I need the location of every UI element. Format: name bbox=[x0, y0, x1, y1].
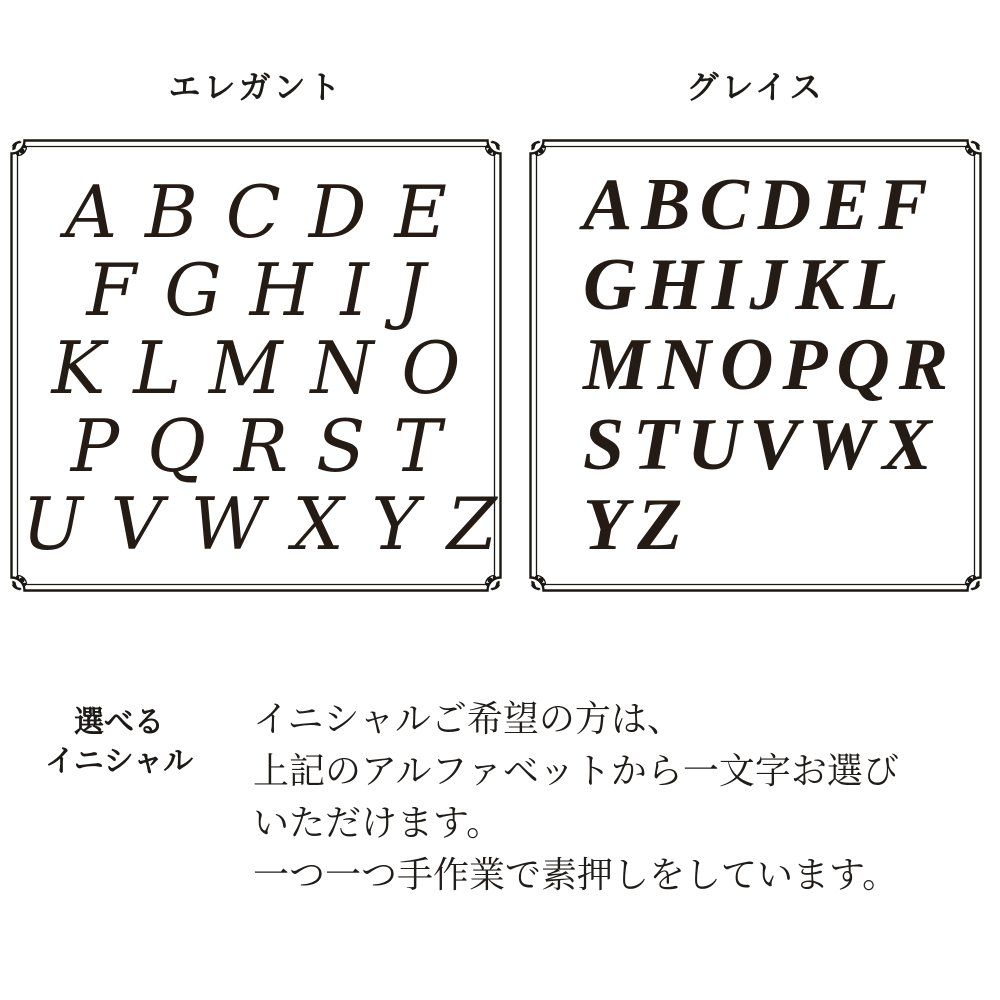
elegant-alphabet-panel bbox=[10, 139, 502, 592]
grace-alphabet bbox=[541, 165, 970, 565]
caption-body bbox=[253, 693, 899, 901]
caption-label-line-1: 選べる bbox=[74, 706, 164, 739]
alphabet-row-2: GHIJKL bbox=[583, 244, 908, 326]
alphabet-row-1: A B C D E bbox=[65, 170, 447, 254]
alphabet-row-4: STUVWX bbox=[583, 404, 941, 486]
caption-body-line-4: 一つ一つ手作業で素押しをしています。 bbox=[253, 854, 899, 895]
font-style-title-elegant: エレガント bbox=[168, 69, 344, 105]
caption-label-line-2: イニシャル bbox=[44, 745, 194, 778]
alphabet-row-1: ABCDEF bbox=[583, 164, 937, 246]
alphabet-row-2: F G H I J bbox=[86, 248, 426, 332]
elegant-alphabet bbox=[22, 170, 497, 566]
caption-body-line-3: いただけます。 bbox=[253, 802, 503, 843]
caption-body-line-1: イニシャルご希望の方は、 bbox=[253, 698, 683, 739]
alphabet-row-5: YZ bbox=[583, 484, 692, 566]
caption-body-line-2: 上記のアルファベットから一文字お選び bbox=[253, 750, 899, 791]
alphabet-row-3: K L M N O bbox=[51, 326, 461, 410]
font-style-title-grace: グレイス bbox=[686, 69, 825, 105]
alphabet-row-4: P Q R S T bbox=[70, 404, 442, 488]
caption-label bbox=[40, 703, 198, 781]
alphabet-row-5: U V W X Y Z bbox=[22, 482, 497, 566]
grace-alphabet-panel bbox=[529, 139, 982, 592]
alphabet-row-3: MNOPQR bbox=[583, 324, 957, 406]
